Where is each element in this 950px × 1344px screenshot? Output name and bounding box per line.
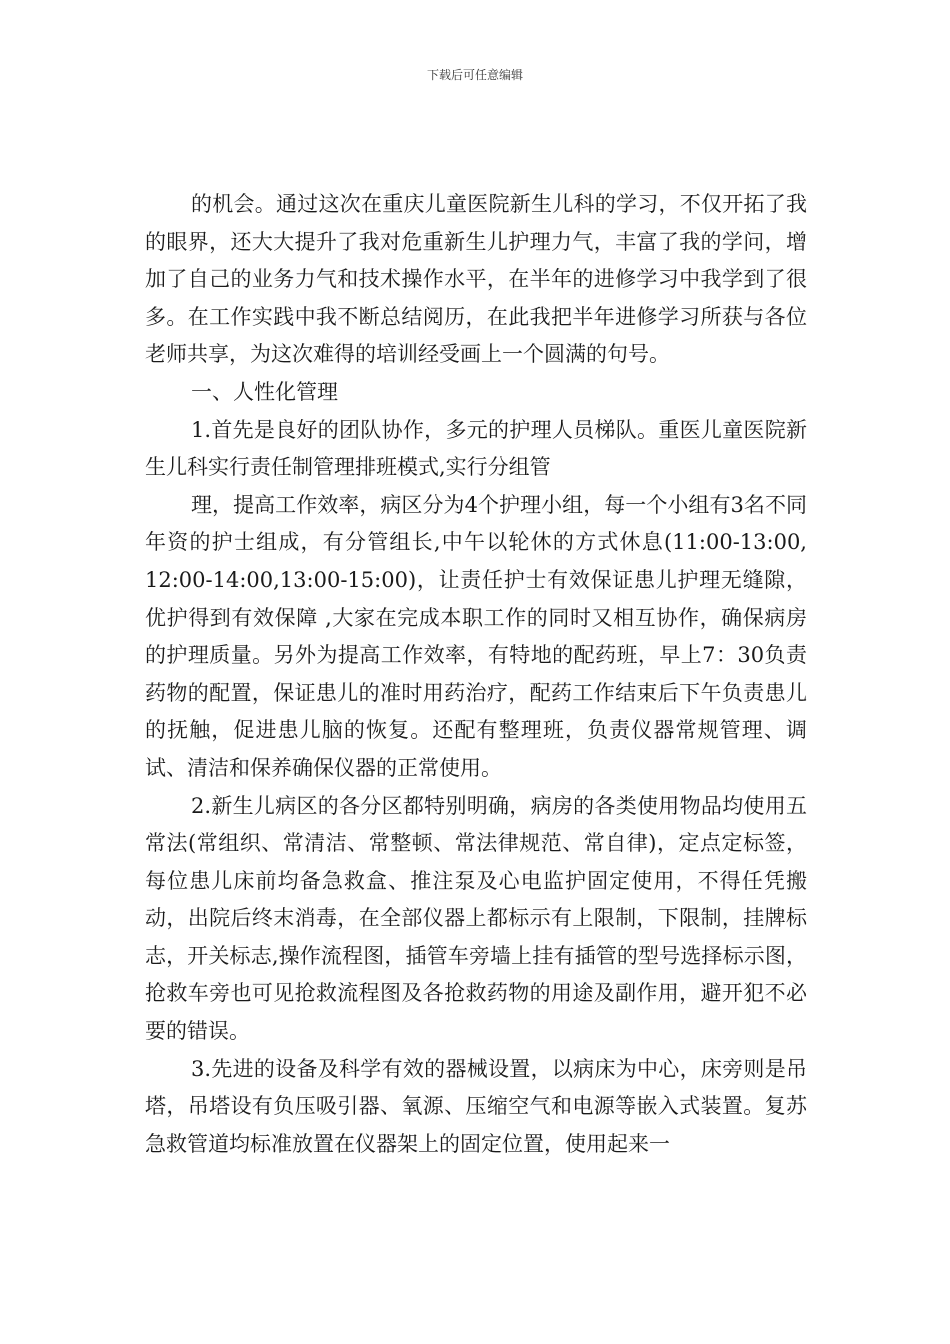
paragraph-item-1: 1.首先是良好的团队协作，多元的护理人员梯队。重医儿童医院新生儿科实行责任制管理排班模式,实行分组管	[145, 417, 807, 480]
paragraph-item-3: 3.先进的设备及科学有效的器械设置，以病床为中心，床旁则是吊塔，吊塔设有负压吸引器、氧源、压缩空气和电源等嵌入式装置。复苏急救管道均标准放置在仪器架上的固定位置，使用起来一	[145, 1056, 807, 1156]
page-header-note: 下载后可任意编辑	[426, 68, 523, 82]
section-heading-humanized-management: 一、人性化管理	[191, 379, 338, 404]
paragraph-intro-continuation: 的机会。通过这次在重庆儿童医院新生儿科的学习，不仅开拓了我的眼界，还大大提升了我对危重新生儿护理力气，丰富了我的学问，增加了自己的业务力气和技术操作水平，在半年的进修学习中我学到了很多。在工作实践中我不断总结阅历，在此我把半年进修学习所获与各位老师共享，为这次难得的培训经受画上一个圆满的句号。	[145, 192, 807, 367]
paragraph-item-2: 2.新生儿病区的各分区都特别明确，病房的各类使用物品均使用五常法(常组织、常清洁、常整顿、常法律规范、常自律)，定点定标签，每位患儿床前均备急救盒、推注泵及心电监护固定使用，不得任凭搬动，出院后终末消毒，在全部仪器上都标示有上限制，下限制，挂牌标志，开关标志,操作流程图，插管车旁墙上挂有插管的型号选择标示图，抢救车旁也可见抢救流程图及各抢救药物的用途及副作用，避开犯不必要的错误。	[145, 793, 807, 1044]
document-body	[145, 186, 807, 1163]
paragraph-item-1-continued: 理，提高工作效率，病区分为4个护理小组，每一个小组有3名不同年资的护士组成，有分管组长,中午以轮休的方式休息(11:00-13:00, 12:00-14:00,13:00-15:00)，让责任护士有效保证患儿护理无缝隙，优护得到有效保障 ,大家在完成本职工作的同时又相互协作，确保病房的护理质量。另外为提高工作效率，有特地的配药班，早上7：30负责药物的配置，保证患儿的准时用药治疗，配药工作结束后下午负责患儿的抚触，促进患儿脑的恢复。还配有整理班，负责仪器常规管理、调试、清洁和保养确保仪器的正常使用。	[145, 492, 807, 780]
